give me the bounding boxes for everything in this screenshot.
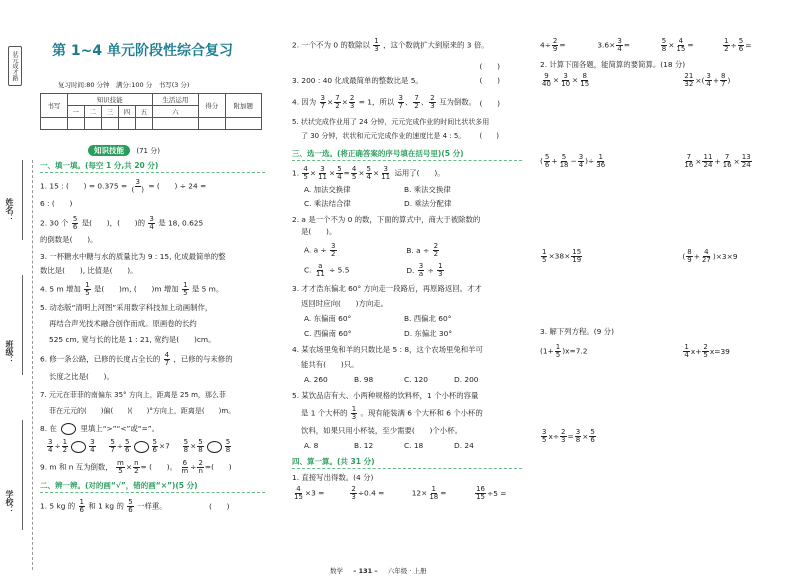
option-d[interactable]: D. 24 (454, 441, 474, 450)
fraction: $\frac{3}{( )}$ (131, 178, 144, 194)
p4q2-heading: 2. 计算下面各题，能简算的要简算。(18 分) (540, 60, 686, 69)
fraction: $\frac{4}{7}$ (164, 351, 170, 367)
compare-circle-icon[interactable] (207, 441, 222, 453)
p4q2-row1: $\frac{9}{40}$ × $\frac{3}{10}$ × $\frac{8}{15}$ $\frac{21}{32}$ ×( $\frac{3}{4}$ + $\frac{8}{7}$ ) (542, 72, 731, 88)
option-b[interactable]: B. a ÷ $\frac{2}{2}$ (406, 242, 439, 258)
class-label: 班级： (5, 340, 14, 364)
compare-circle-icon[interactable] (134, 441, 149, 453)
score-col: 六 (152, 106, 198, 118)
knowledge-points: (71 分) (136, 147, 160, 155)
q1-text: 1. 15 : ( ) = 0.375 = (40, 181, 128, 191)
p4q3-heading: 3. 解下列方程。(9 分) (540, 327, 614, 336)
q8-text-b: 里填上“>”“<”或“=”。 (80, 424, 160, 433)
q4-text-c: 是 5 m。 (191, 284, 224, 294)
q2-text-c: 是 18, 0.625 (158, 218, 204, 228)
part1-heading: 一、填一填。(每空 1 分,共 20 分) (40, 160, 265, 173)
p3q3-opts (292, 313, 522, 325)
p3q2-line: 2. a 是一个不为 0 的数，下面的算式中，商大于被除数的 (292, 215, 481, 224)
judge-blank[interactable]: ( ) (209, 501, 230, 511)
option-b[interactable]: B. 西偏北 60° (404, 314, 452, 323)
score-cell[interactable] (118, 118, 135, 130)
score-cell[interactable] (67, 118, 84, 130)
score-cell[interactable] (101, 118, 118, 130)
score-col: 一 (67, 106, 84, 118)
name-label: 姓名： (5, 198, 14, 222)
score-cell[interactable] (41, 118, 68, 130)
fraction: $\frac{1}{5}$ (183, 281, 188, 297)
q5-line-2: 再结合声光技术融合创作而成。原画卷的长约 (49, 319, 197, 328)
score-col: 三 (101, 106, 118, 118)
p3q5-line-3: 饮料，如果只用小杯装，至少需要( )个小杯。 (301, 426, 462, 435)
p2q2-text-b: ，这个数就扩大到原来的 3 倍。 (383, 40, 489, 50)
p4q2-row2: ( $\frac{5}{6}$ + $\frac{5}{18}$ − $\frac{3}{4}$ )÷ $\frac{1}{36}$ $\frac{7}{16}$ × $\frac{11}{24}$ + $\frac{7}{16}$ × $\frac{13}{24}$ (540, 153, 751, 169)
option-c[interactable]: C. $\frac{a}{11}$ ÷ 5.5 (304, 262, 350, 278)
score-head-writing: 书写 (41, 94, 68, 118)
q6-text: 6. 修一条公路，已修的长度占全长的 (40, 354, 161, 364)
q6-line-2: 长度之比是( )。 (49, 372, 114, 381)
fraction: $\frac{5}{6}$ (72, 215, 78, 231)
q6-line (40, 352, 265, 367)
q1-line-2: 6 : ( ) (40, 199, 73, 208)
p2q3-text: 3. 200 : 40 化成最简单的整数比是 5。 (292, 76, 423, 85)
p4q1-exprs: $\frac{4}{15}$ ×3 = $\frac{2}{3}$ ÷0.4 = 12× $\frac{1}{18}$ = $\frac{16}{15}$ ÷5 = (294, 485, 507, 501)
option-d[interactable]: D. 东偏北 30° (404, 329, 453, 338)
p3q5-line: 5. 某饮品店有大、小两种规格的饮料杯，1 个小杯的容量 (292, 391, 479, 400)
page-number: – 131 – (353, 567, 378, 575)
column-2 (292, 38, 522, 501)
knowledge-badge (88, 145, 160, 156)
p3q4-line: 4. 某农场里兔和羊的只数比是 5 : 8，这个农场里兔和羊可 (292, 345, 483, 354)
p3q1-line: 1. $\frac{4}{5}$ × $\frac{3}{11}$ × $\frac{5}{4}$ = $\frac{4}{5}$ × $\frac{5}{4}$ × $\frac{3}{11}$ 运用了( )。 (292, 165, 445, 181)
p2q1-text-b: 和 1 kg 的 (88, 501, 124, 511)
score-head-extra: 附加题 (225, 94, 261, 118)
score-cell[interactable] (84, 118, 101, 130)
column-3 (540, 38, 790, 444)
p3q3-opts-2 (292, 328, 522, 340)
knowledge-label: 知识技能 (88, 145, 130, 156)
q2-text: 2. 30 个 (40, 218, 69, 228)
score-cell[interactable] (198, 118, 225, 130)
p2-q1-line: 1. 5 kg 的 $\frac{1}{6}$ 和 1 kg 的 $\frac{5}{6}$ 一样重。 ( ) (40, 498, 230, 514)
p2q2-text: 2. 一个不为 0 的数除以 (292, 40, 370, 50)
score-cell[interactable] (225, 118, 261, 130)
p3q3-line: 3. 才才浩东偏北 60° 方向走一段路后，再原路返回。才才 (292, 284, 482, 293)
q7-line: 7. 元元在菲菲的南偏东 35° 方向上，距离是 25 m，那么菲 (40, 391, 226, 399)
p2q5-text-b: 了 30 分钟，状状和元元完成作业的速度比是 4 : 5。 (301, 132, 466, 140)
q3-line-2: 数比是( ), 比值是( )。 (40, 266, 138, 275)
q8-line (40, 423, 265, 435)
p3q5-line-2: 是 1 个大杯的 $\frac{1}{3}$ 。现有能装满 6 个大杯和 6 个小杯的 (301, 405, 483, 421)
name-line (22, 160, 23, 240)
score-col: 四 (118, 106, 135, 118)
score-cell[interactable] (152, 118, 198, 130)
footer-grade: 六年级 · 上册 (387, 567, 427, 575)
page-title: 第 1~4 单元阶段性综合复习 (52, 43, 233, 59)
p2q2-mark-row (292, 61, 522, 73)
class-line (22, 275, 23, 375)
p4q3-row1: (1+ $\frac{1}{5}$ )x=7.2 $\frac{1}{4}$ x+ $\frac{2}{5}$ x=39 (540, 343, 730, 359)
q6-text-b: ，已修的与未修的 (173, 354, 233, 364)
q2-line-2: 的倒数是( )。 (40, 235, 98, 244)
option-c[interactable]: C. 18 (404, 441, 424, 450)
q9-blank: ( )。 (149, 462, 178, 472)
score-head-life: 生活运用 (152, 94, 198, 106)
p2q1-text: 1. 5 kg 的 (40, 501, 76, 511)
q1-text-b: = ( ) ÷ 24 = (148, 181, 207, 191)
brand-badge: 状元成才路 (8, 46, 22, 86)
school-label: 学校： (5, 490, 14, 514)
option-c[interactable]: C. 乘法结合律 (304, 199, 351, 208)
q8-compare-row: $\frac{3}{4}$ ÷ $\frac{1}{2}$ $\frac{3}{4}$ $\frac{5}{7}$ ÷ $\frac{5}{6}$ $\frac{5}{6}$ ×7 $\frac{5}{8}$ × $\frac{5}{8}$ $\frac{5}{8}$ (48, 438, 231, 454)
option-d[interactable]: D. 乘法分配律 (404, 199, 452, 208)
q4-line (40, 282, 265, 297)
option-a[interactable]: A. 东偏南 60° (304, 314, 352, 323)
score-col: 二 (84, 106, 101, 118)
q4-text: 4. 5 m 增加 (40, 284, 81, 294)
option-b[interactable]: B. 乘法交换律 (404, 185, 451, 194)
p2q5-line: 5. 状状完成作业用了 24 分钟，元元完成作业的时间比状状多用 (292, 118, 490, 126)
q9-text: 9. m 和 n 互为倒数， (40, 462, 113, 472)
score-head-total: 得分 (198, 94, 225, 118)
p3q5-opts (292, 440, 522, 452)
q2-line (40, 216, 265, 231)
p3q1-opts-2 (292, 198, 522, 210)
score-head-skills: 知识技能 (67, 94, 152, 106)
compare-circle-icon (61, 423, 76, 435)
part4-heading: 四、算一算。(共 31 分) (292, 456, 522, 469)
page-footer (330, 566, 426, 575)
fraction: $\frac{1}{5}$ (85, 281, 90, 297)
q3-line: 3. 一杯糖水中糖与水的质量比为 9 : 15, 化成最简单的整 (40, 252, 226, 261)
p4q1-exprs-2: 4÷ $\frac{2}{9}$ = 3.6× $\frac{3}{4}$ = $\frac{5}{8}$ × $\frac{4}{15}$ = $\frac{1}{2}$ ÷ $\frac{5}{6}$ = (540, 37, 752, 53)
option-b[interactable]: B. 98 (354, 375, 374, 384)
cut-line (32, 160, 33, 570)
p3q5-text-b: 是 1 个大杯的 (301, 408, 348, 418)
compare-circle-icon[interactable] (71, 441, 86, 453)
judge-blank[interactable]: ( ) (479, 132, 500, 140)
p2q4-text: 4. 因为 (292, 97, 317, 107)
p4q3-row2: $\frac{3}{5}$ x÷ $\frac{2}{3}$ = $\frac{3}{8}$ × $\frac{5}{6}$ (542, 428, 595, 444)
p3q4-opts (292, 374, 522, 386)
option-b[interactable]: B. 12 (354, 441, 374, 450)
q5-line-3: 525 cm, 宽与长的比是 1 : 21, 宽约是( )cm。 (49, 335, 216, 344)
p2q5-line-2 (292, 130, 522, 142)
p3q4-line-2: 能共有( )只。 (301, 360, 359, 369)
option-d[interactable]: D. 200 (454, 375, 479, 384)
p4q1-line: 1. 直接写出得数。(4 分) (292, 473, 374, 482)
exam-meta: 复习时间:80 分钟 满分:100 分 书写(3 分) (58, 81, 190, 89)
p2q4-text-b: = 1，所以 (358, 97, 395, 107)
option-a[interactable]: A. a ÷ $\frac{3}{2}$ (304, 242, 336, 258)
judge-blank[interactable]: ( ) (479, 62, 500, 71)
option-d[interactable]: D. $\frac{3}{a}$ ÷ $\frac{1}{3}$ (406, 262, 443, 278)
footer-subject: 数学 (330, 567, 343, 575)
p3q5-text-c: 。现有能装满 6 个大杯和 6 个小杯的 (360, 408, 483, 418)
score-cell[interactable] (135, 118, 152, 130)
q2-text-b: 是( )，( )的 (81, 218, 146, 228)
p3q2-opts-2 (292, 263, 522, 278)
p2q2-line: 2. 一个不为 0 的数除以 $\frac{1}{3}$ ，这个数就扩大到原来的 3 倍。 (292, 37, 489, 53)
judge-blank[interactable]: ( ) (479, 99, 500, 108)
judge-blank[interactable]: ( ) (479, 76, 500, 85)
score-col: 五 (135, 106, 152, 118)
option-a[interactable]: A. 8 (304, 441, 319, 450)
q8-text: 8. 在 (40, 424, 57, 433)
option-c[interactable]: C. 西偏南 60° (304, 329, 352, 338)
part3-heading: 三、选一选。(将正确答案的序号填在括号里)(5 分) (292, 148, 522, 161)
q7-line-2: 菲在元元的( )偏( )( )°方向上，距离是( )m。 (49, 407, 236, 415)
school-line (22, 420, 23, 530)
q4-text-b: 是( )m, ( )m 增加 (93, 284, 179, 294)
fraction: $\frac{3}{4}$ (149, 215, 154, 231)
p2q4-text-c: 互为倒数。 (439, 97, 477, 107)
p2q4-line: 4. 因为 $\frac{3}{7}$ × $\frac{7}{2}$ × $\frac{2}{3}$ = 1，所以 $\frac{3}{7}$ 、 $\frac{7}{2}$ 、 $\frac{2}{3}$ 互为倒数。 (292, 94, 477, 110)
part2-heading: 二、辨一辨。(对的画“√”，错的画“×”)(5 分) (40, 480, 265, 493)
p4q2-row3: $\frac{1}{5}$ ×38× $\frac{15}{19}$ ( $\frac{8}{9}$ + $\frac{4}{27}$ )×3×9 (542, 248, 738, 264)
option-a[interactable]: A. 加法交换律 (304, 185, 351, 194)
score-table (40, 93, 262, 130)
p3q2-line-2: 是( )。 (301, 227, 337, 236)
q1-line (40, 179, 265, 194)
option-c[interactable]: C. 120 (404, 375, 428, 384)
p3q2-opts (292, 243, 522, 258)
p3q1-opts (292, 184, 522, 196)
q9-line: 9. m 和 n 互为倒数， $\frac{m}{5}$ × $\frac{n}{2}$ = ( )。 $\frac{6}{m}$ ÷ $\frac{2}{n}$ =( ) (40, 459, 232, 475)
q5-line: 5. 动态版“清明上河图”采用数字科技加上动画制作， (40, 303, 213, 312)
column-1 (40, 160, 265, 514)
p3q1-text: 运用了( )。 (394, 168, 445, 178)
p3q3-line-2: 返回时应向( )方向走。 (301, 299, 389, 308)
option-a[interactable]: A. 260 (304, 375, 328, 384)
p2q1-text-c: 一样重。 (137, 501, 167, 511)
